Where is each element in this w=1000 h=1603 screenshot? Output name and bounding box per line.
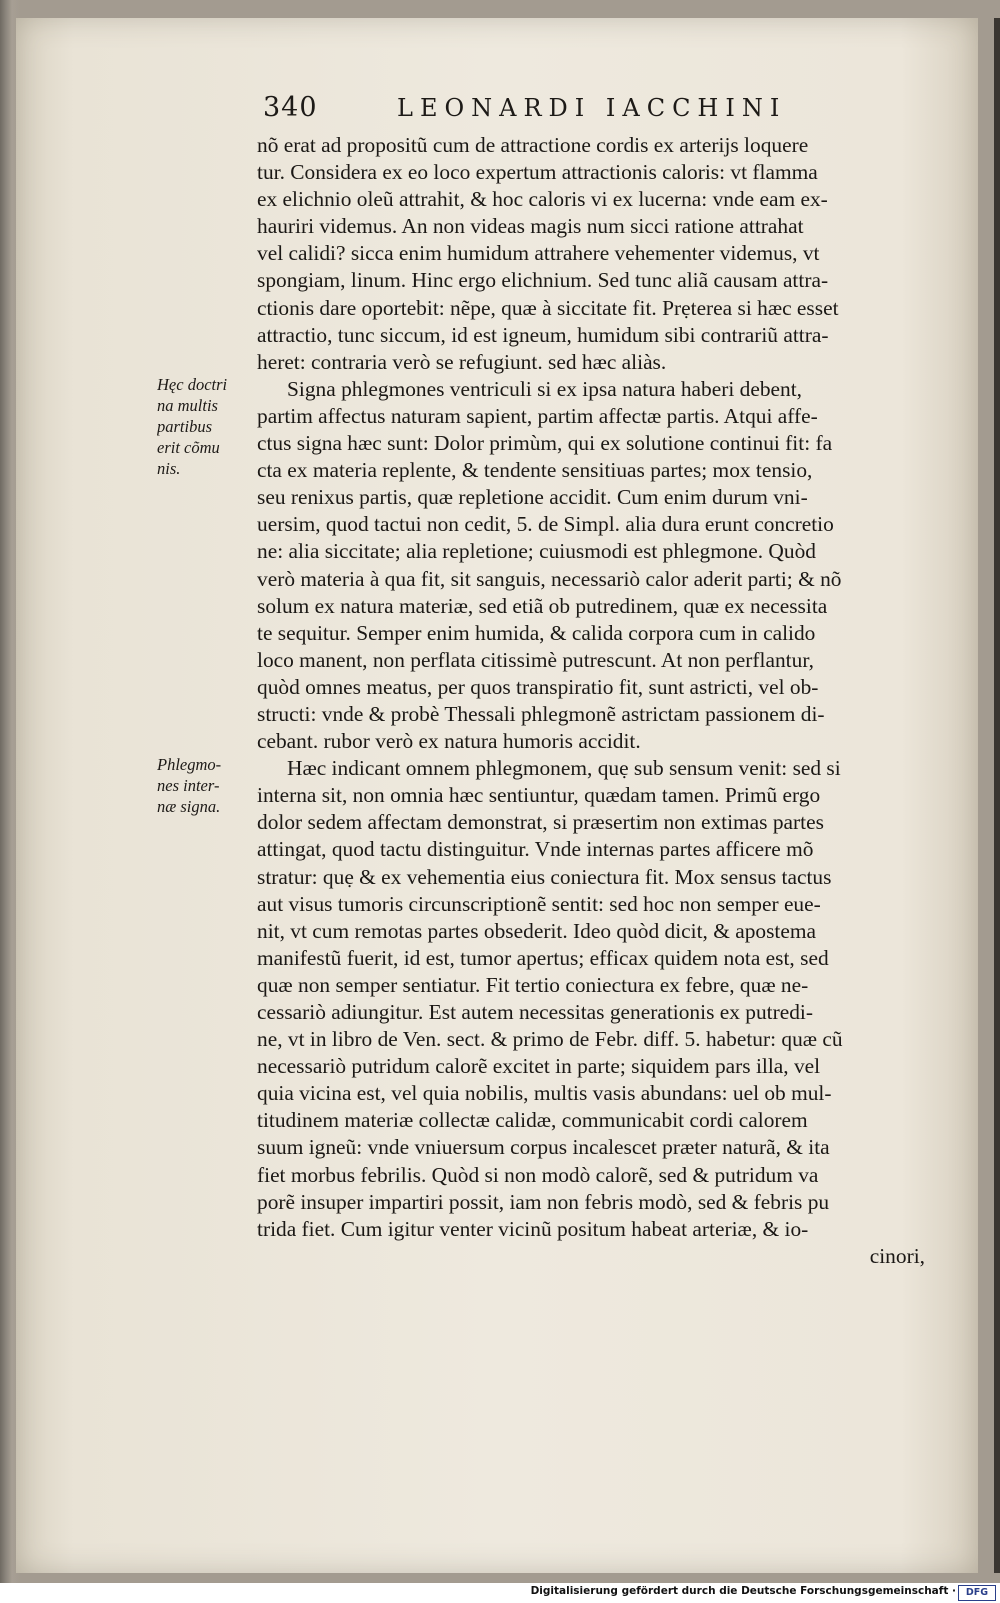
page-header [263, 92, 953, 136]
text-line: cinori, [869, 1243, 925, 1268]
text-line: Hæc indicant omnem phlegmonem, quẹ sub sensum venit: sed si [287, 756, 841, 781]
digitization-credit: Digitalisierung gefördert durch die Deutsche Forschungsgemeinschaft · [530, 1585, 956, 1597]
text-line: aut visus tumoris circunscriptionẽ sentit: sed hoc non semper eue- [257, 891, 821, 916]
marginal-note-line: næ signa. [157, 797, 221, 816]
text-line: structi: vnde & probè Thessali phlegmonẽ astrictam passionem di- [257, 701, 825, 726]
text-line: partim affectus naturam sapient, partim affectæ partis. Atqui affe- [257, 403, 818, 428]
text-line: cebant. rubor verò ex natura humoris accidit. [257, 729, 641, 754]
text-line: fiet morbus febrilis. Quòd si non modò calorẽ, sed & putridum va [257, 1162, 819, 1187]
text-line: verò materia à qua fit, sit sanguis, necessariò calor aderit parti; & nõ [257, 566, 842, 591]
marginal-note-line: partibus [157, 417, 213, 436]
text-line: ne, vt in libro de Ven. sect. & primo de Febr. diff. 5. habetur: quæ cũ [257, 1027, 843, 1052]
text-line: ctionis dare oportebit: nẽpe, quæ à siccitate fit. Prẹterea si hæc esset [257, 295, 839, 320]
text-line: porẽ insuper impartiri possit, iam non febris modò, sed & febris pu [257, 1189, 830, 1214]
marginal-note-line: nis. [157, 459, 181, 478]
text-line: suum igneũ: vnde vniuersum corpus incalescet præter naturã, & ita [257, 1135, 830, 1160]
page-edge-shadow [994, 18, 1000, 1573]
text-line: attractio, tunc siccum, id est igneum, humidum sibi contrariũ attra- [257, 322, 829, 347]
text-line: ex elichnio oleũ attrahit, & hoc caloris vi ex lucerna: vnde eam ex- [257, 187, 828, 212]
text-line: nit, vt cum remotas partes obsederit. Ideo quòd dicit, & apostema [257, 918, 816, 943]
text-line: necessariò putridum calorẽ excitet in parte; siquidem pars illa, vel [257, 1054, 821, 1079]
text-line: uersim, quod tactui non cedit, 5. de Simpl. alia dura erunt concretio [257, 512, 834, 537]
marginal-note-line: na multis [157, 396, 218, 415]
text-line: attingat, quod tactu distinguitur. Vnde internas partes afficere mõ [257, 837, 814, 862]
marginal-note-phlegmones [157, 754, 257, 817]
text-line: titudinem materiæ collectæ calidæ, communicabit cordi calorem [257, 1108, 808, 1133]
text-line: quia vicina est, vel quia nobilis, multis vasis abundans: uel ob mul- [257, 1081, 832, 1106]
text-line: manifestũ fuerit, id est, tumor apertus; efficax quidem nota est, sed [257, 945, 829, 970]
body-text [257, 132, 957, 1270]
text-line: dolor sedem affectam demonstrat, si præsertim non extimas partes [257, 810, 824, 835]
marginal-note-line: Hęc doctri [157, 375, 228, 394]
text-line: hauriri videmus. An non videas magis num sicci ratione attrahat [257, 214, 804, 239]
text-line: solum ex natura materiæ, sed etiã ob putredinem, quæ ex necessita [257, 593, 828, 618]
text-line: heret: contraria verò se refugiunt. sed hæc aliàs. [257, 349, 667, 374]
text-line: quòd omnes meatus, per quos transpiratio fit, sunt astricti, vel ob- [257, 674, 819, 699]
marginal-note-line: erit cõmu [157, 438, 220, 457]
text-line: seu renixus partis, quæ repletione accidit. Cum enim durum vni- [257, 485, 808, 510]
page-number: 340 [263, 92, 318, 123]
text-line: nõ erat ad propositũ cum de attractione cordis ex arterijs loquere [257, 133, 809, 157]
text-line: te sequitur. Semper enim humida, & calida corpora cum in calido [257, 620, 816, 645]
text-line: tur. Considera ex eo loco expertum attractionis caloris: vt flamma [257, 160, 818, 185]
text-line: trida fiet. Cum igitur venter vicinũ positum habeat arteriæ, & io- [257, 1216, 809, 1241]
text-line: cta ex materia replente, & tendente sensitiuas partes; mox tensio, [257, 458, 813, 483]
text-line: interna sit, non omnia hæc sentiuntur, quædam tamen. Primũ ergo [257, 783, 821, 808]
marginal-note-line: nes inter- [157, 776, 220, 795]
text-line: Signa phlegmones ventriculi si ex ipsa natura haberi debent, [287, 376, 803, 401]
text-line: spongiam, linum. Hinc ergo elichnium. Sed tunc aliã causam attra- [257, 268, 829, 293]
text-line: loco manent, non perflata citissimè putrescunt. At non perflantur, [257, 647, 814, 672]
text-line: stratur: quẹ & ex vehementia eius coniectura fit. Mox sensus tactus [257, 864, 832, 889]
dfg-logo: DFG [958, 1585, 996, 1601]
text-line: quæ non semper sentiatur. Fit tertio coniectura ex febre, quæ ne- [257, 972, 809, 997]
marginal-note-doctrina [157, 374, 257, 479]
text-line: ne: alia siccitate; alia repletione; cuiusmodi est phlegmone. Quòd [257, 539, 816, 564]
marginal-note-line: Phlegmo- [157, 755, 222, 774]
text-line: vel calidi? sicca enim humidum attrahere vehementer videmus, vt [257, 241, 820, 266]
footer-bar [0, 1583, 1000, 1603]
running-head: LEONARDI IACCHINI [397, 94, 787, 122]
text-line: ctus signa hæc sunt: Dolor primùm, qui ex solutione continui fit: fa [257, 431, 833, 456]
text-line: cessariò adiungitur. Est autem necessitas generationis ex putredi- [257, 1000, 813, 1024]
